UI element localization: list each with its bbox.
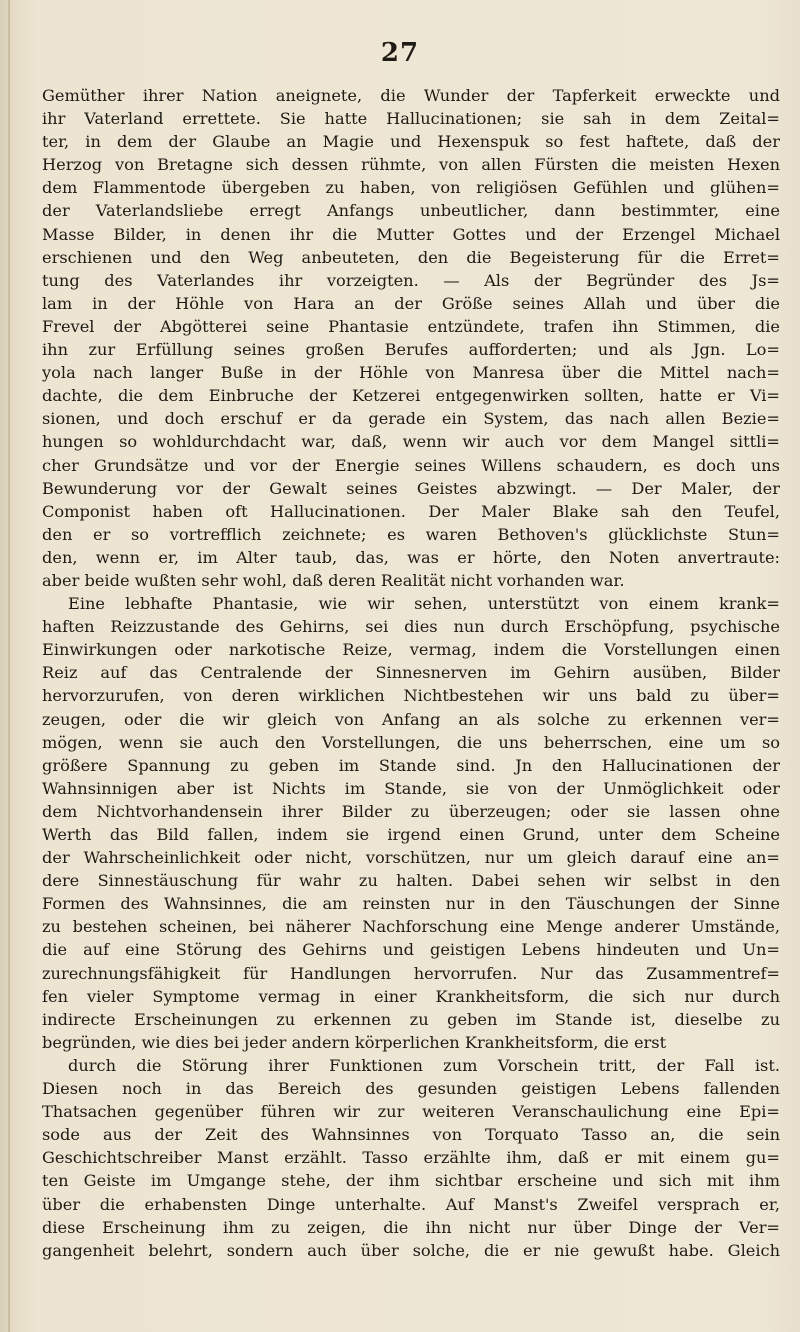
text-line: ihn zur Erfüllung seines großen Berufes aufforderten; und als Jgn. Lo=: [42, 340, 780, 360]
text-line: hungen so wohldurchdacht war, daß, wenn wir auch vor dem Mangel sittli=: [42, 432, 780, 452]
text-line: indirecte Erscheinungen zu erkennen zu geben im Stande ist, dieselbe zu: [42, 1009, 780, 1029]
text-line: lam in der Höhle von Hara an der Größe seines Allah und über die: [42, 293, 780, 313]
text-line: diese Erscheinung ihm zu zeigen, die ihn nicht nur über Dinge der Ver=: [42, 1217, 780, 1237]
text-line: Geschichtschreiber Manst erzählt. Tasso erzählte ihm, daß er mit einem gu=: [42, 1148, 780, 1168]
text-line: dere Sinnestäuschung für wahr zu halten. Dabei sehen wir selbst in den: [42, 871, 780, 891]
text-line: aber beide wußten sehr wohl, daß deren Realität nicht vorhanden war.: [42, 570, 625, 590]
text-line: Reiz auf das Centralende der Sinnesnerven im Gehirn ausüben, Bilder: [42, 663, 780, 683]
text-line: Diesen noch in das Bereich des gesunden geistigen Lebens fallenden: [42, 1079, 780, 1099]
text-line: Eine lebhafte Phantasie, wie wir sehen, unterstützt von einem krank=: [68, 594, 780, 614]
text-line: dem Flammentode übergeben zu haben, von religiösen Gefühlen und glühen=: [42, 178, 780, 198]
text-line: den er so vortrefflich zeichnete; es waren Bethoven's glücklichste Stun=: [42, 524, 780, 544]
text-line: den, wenn er, im Alter taub, das, was er hörte, den Noten anvertraute:: [42, 547, 780, 567]
text-line: Componist haben oft Hallucinationen. Der Maler Blake sah den Teufel,: [42, 501, 780, 521]
text-line: begründen, wie dies bei jeder andern körperlichen Krankheitsform, die erst: [42, 1032, 667, 1052]
text-line: gangenheit belehrt, sondern auch über solche, die er nie gewußt habe. Gleich: [42, 1240, 780, 1260]
text-line: zu bestehen scheinen, bei näherer Nachforschung eine Menge anderer Umstände,: [42, 917, 780, 937]
text-line: hervorzurufen, von deren wirklichen Nichtbestehen wir uns bald zu über=: [42, 686, 780, 706]
text-line: Herzog von Bretagne sich dessen rühmte, von allen Fürsten die meisten Hexen: [42, 155, 780, 175]
text-line: über die erhabensten Dinge unterhalte. Auf Manst's Zweifel versprach er,: [42, 1194, 780, 1214]
text-line: Formen des Wahnsinnes, die am reinsten nur in den Täuschungen der Sinne: [42, 894, 780, 914]
text-line: ihr Vaterland errettete. Sie hatte Hallucinationen; sie sah in dem Zeital=: [42, 109, 780, 129]
text-line: Einwirkungen oder narkotische Reize, vermag, indem die Vorstellungen einen: [42, 640, 780, 660]
text-line: ten Geiste im Umgange stehe, der ihm sichtbar erscheine und sich mit ihm: [42, 1171, 780, 1191]
binding-gutter: [8, 0, 10, 1332]
text-line: sionen, und doch erschuf er da gerade ein System, das nach allen Bezie=: [42, 409, 780, 429]
text-line: durch die Störung ihrer Funktionen zum Vorschein tritt, der Fall ist.: [68, 1055, 780, 1075]
text-line: die auf eine Störung des Gehirns und geistigen Lebens hindeuten und Un=: [42, 940, 780, 960]
text-line: dem Nichtvorhandensein ihrer Bilder zu überzeugen; oder sie lassen ohne: [42, 801, 780, 821]
text-line: haften Reizzustande des Gehirns, sei dies nun durch Erschöpfung, psychische: [42, 617, 780, 637]
text-line: erschienen und den Weg anbeuteten, den die Begeisterung für die Erret=: [42, 247, 780, 267]
text-line: sode aus der Zeit des Wahnsinnes von Torquato Tasso an, die sein: [42, 1125, 780, 1145]
text-line: der Wahrscheinlichkeit oder nicht, vorschützen, nur um gleich darauf eine an=: [42, 848, 780, 868]
text-line: mögen, wenn sie auch den Vorstellungen, die uns beherrschen, eine um so: [42, 732, 780, 752]
text-line: größere Spannung zu geben im Stande sind. Jn den Hallucinationen der: [42, 755, 780, 775]
text-line: Wahnsinnigen aber ist Nichts im Stande, sie von der Unmöglichkeit oder: [42, 778, 780, 798]
text-line: der Vaterlandsliebe erregt Anfangs unbeutlicher, dann bestimmter, eine: [42, 201, 780, 221]
text-line: Werth das Bild fallen, indem sie irgend einen Grund, unter dem Scheine: [42, 825, 780, 844]
text-line: Masse Bilder, in denen ihr die Mutter Gottes und der Erzengel Michael: [42, 224, 780, 244]
text-line: fen vieler Symptome vermag in einer Krankheitsform, die sich nur durch: [42, 986, 780, 1006]
text-line: cher Grundsätze und vor der Energie seines Willens schaudern, es doch uns: [42, 455, 780, 475]
text-line: zeugen, oder die wir gleich von Anfang an als solche zu erkennen ver=: [42, 709, 780, 729]
text-line: yola nach langer Buße in der Höhle von Manresa über die Mittel nach=: [42, 363, 780, 383]
text-line: Frevel der Abgötterei seine Phantasie entzündete, trafen ihn Stimmen, die: [42, 316, 780, 336]
text-line: ter, in dem der Glaube an Magie und Hexenspuk so fest haftete, daß der: [42, 132, 780, 152]
text-line: dachte, die dem Einbruche der Ketzerei entgegenwirken sollten, hatte er Vi=: [42, 386, 780, 406]
body-text: [42, 84, 780, 1262]
text-line: Thatsachen gegenüber führen wir zur weiteren Veranschaulichung eine Epi=: [42, 1102, 780, 1122]
text-line: Gemüther ihrer Nation aneignete, die Wunder der Tapferkeit erweckte und: [42, 86, 780, 105]
page-number: 27: [380, 38, 420, 68]
text-line: zurechnungsfähigkeit für Handlungen hervorrufen. Nur das Zusammentref=: [42, 963, 780, 983]
text-line: tung des Vaterlandes ihr vorzeigten. — Als der Begründer des Js=: [42, 270, 780, 290]
text-line: Bewunderung vor der Gewalt seines Geistes abzwingt. — Der Maler, der: [42, 478, 780, 498]
